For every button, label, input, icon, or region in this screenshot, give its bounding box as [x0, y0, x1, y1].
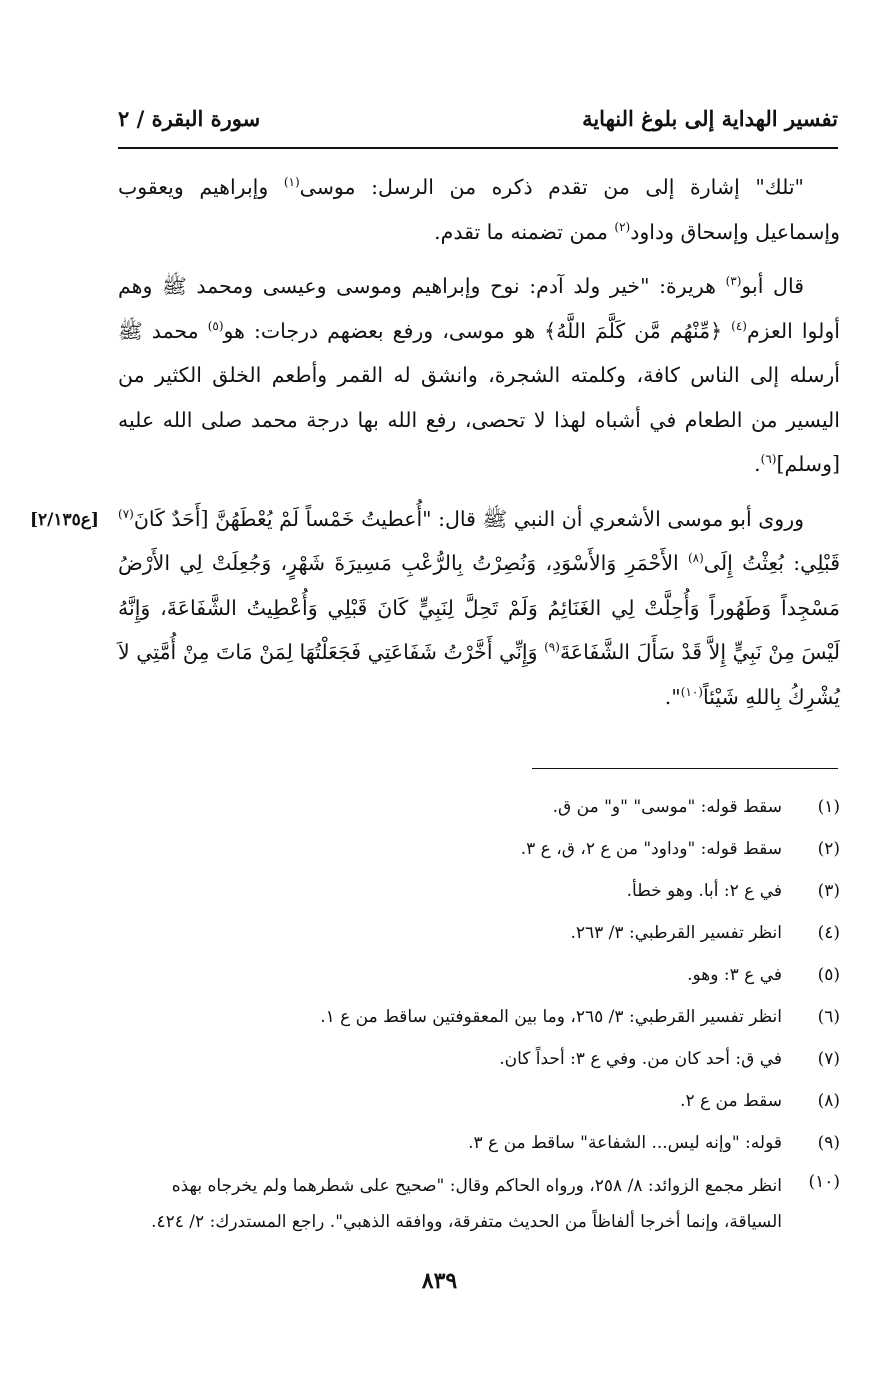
paragraph-3-hadith	[118, 497, 840, 720]
text-run: قَبْلِي: بُعِثْتُ إِلَى	[703, 551, 840, 575]
footnote-number: (١٠)	[808, 1172, 840, 1192]
footnote-text: في ق: أحد كان من. وفي ع ٣: أحداً كان.	[499, 1049, 782, 1069]
footnote-number: (١)	[817, 797, 840, 817]
page-number: ٨٣٩	[421, 1268, 458, 1294]
text-run: هريرة: "خير ولد آدم: نوح وإبراهيم وموسى وعيسى ومحمد ﷺ وهم أولوا العزم	[118, 274, 840, 343]
footnote-ref-2: (٢)	[614, 219, 631, 234]
footnote-number: (٥)	[817, 965, 840, 985]
footnote-number: (٦)	[817, 1007, 840, 1027]
footnote-rule	[532, 768, 838, 769]
footnote-text: سقط قوله: "موسى" "و" من ق.	[552, 797, 782, 817]
footnote-text: في ع ٢: أبا. وهو خطأ.	[626, 881, 782, 901]
text-run: "تلك" إشارة إلى من تقدم ذكره من الرسل: موسى	[299, 175, 804, 199]
footnote-number: (٤)	[817, 923, 840, 943]
surah-title: سورة البقرة / ٢	[118, 106, 261, 131]
footnote-item	[118, 1164, 840, 1240]
footnote-ref-4: (٤)	[731, 318, 747, 333]
text-run: وَإِنِّي أَخَّرْتُ شَفَاعَتِي فَجَعَلْتُهَا لِمَنْ مَاتَ مِنْ أُمَّتِي لاَ يُشْرِكُ بِاللهِ شَيْئاً	[118, 640, 840, 709]
manuscript-margin-ref: [ع٢/١٣٥]	[30, 510, 99, 530]
footnote-number: (٢)	[817, 839, 840, 859]
footnote-ref-3: (٣)	[725, 274, 742, 289]
text-run: الأَحْمَرِ وَالأَسْوَدِ، وَنُصِرْتُ بِالرُّعْبِ مَسِيرَةَ شَهْرٍ، وَجُعِلَتْ لِي الأَرْضُ مَسْجِداً وَطَهُوراً وَأُحِلَّتْ لِي الغَنَائِمُ وَلَمْ تَحِلَّ لِنَبِيٍّ كَانَ قَبْلِي وَأُعْطِيتُ الشَّفَاعَةَ، وَإِنَّهُ لَيْسَ مِنْ نَبِيٍّ إِلاَّ قَدْ سَأَلَ الشَّفَاعَةَ	[118, 551, 840, 664]
footnote-text: قوله: "وإنه ليس... الشفاعة" ساقط من ع ٣.	[468, 1133, 782, 1153]
text-run: وإبراهيم ويعقوب وإسماعيل وإسحاق وداود	[118, 175, 840, 244]
paragraph-1	[118, 165, 840, 254]
footnote-ref-7: (٧)	[118, 506, 134, 521]
footnote-item	[118, 1080, 840, 1122]
footnote-item	[118, 1038, 840, 1080]
footnote-text: انظر تفسير القرطبي: ٣/ ٢٦٥، وما بين المعقوفتين ساقط من ع ١.	[320, 1007, 782, 1027]
text-run: محمد ﷺ أرسله إلى الناس كافة، وكلمته الشجرة، وانشق له القمر وأطعم الخلق الكثير من اليسير من الطعام في أشباه لهذا لا تحصى، رفع الله بها درجة محمد صلى الله عليه [وسلم]	[118, 318, 840, 476]
text-run: .	[754, 452, 761, 476]
footnote-ref-10: (١٠)	[680, 684, 703, 699]
footnote-number: (٧)	[817, 1049, 840, 1069]
footnote-ref-9: (٩)	[544, 640, 560, 655]
footnote-ref-1: (١)	[283, 175, 300, 190]
footnote-item	[118, 828, 840, 870]
footnote-number: (٩)	[817, 1133, 840, 1153]
paragraph-2	[118, 264, 840, 487]
header-rule	[118, 147, 838, 149]
text-run: قال أبو	[741, 274, 805, 298]
footnote-number: (٨)	[817, 1091, 840, 1111]
footnotes	[118, 786, 840, 1240]
book-title: تفسير الهداية إلى بلوغ النهاية	[582, 106, 838, 131]
text-run: ممن تضمنه ما تقدم.	[434, 219, 615, 244]
footnote-text: انظر تفسير القرطبي: ٣/ ٢٦٣.	[570, 923, 782, 943]
footnote-ref-5: (٥)	[207, 318, 224, 333]
footnote-ref-8: (٨)	[687, 551, 704, 566]
text-run: ﴿مِّنْهُم مَّن كَلَّمَ اللَّهُ﴾ هو موسى، ورفع بعضهم درجات: هو	[223, 318, 732, 343]
footnote-item	[118, 912, 840, 954]
footnote-item	[118, 870, 840, 912]
footnote-text: سقط من ع ٢.	[680, 1091, 782, 1111]
footnote-item	[118, 996, 840, 1038]
footnote-ref-6: (٦)	[760, 452, 777, 467]
main-text	[118, 165, 840, 719]
footnote-number: (٣)	[817, 881, 840, 901]
text-run: ".	[664, 684, 681, 709]
footnote-text: في ع ٣: وهو.	[687, 965, 782, 985]
footnote-item	[118, 1122, 840, 1164]
footnote-item	[118, 786, 840, 828]
running-header	[118, 106, 838, 142]
text-run: وروى أبو موسى الأشعري أن النبي ﷺ قال: "أُعطيتُ خَمْساً لَمْ يُعْطَهُنَّ [أَحَدٌ كَانَ	[133, 506, 804, 531]
footnote-text: سقط قوله: "وداود" من ع ٢، ق، ع ٣.	[520, 839, 782, 859]
footnote-text: انظر مجمع الزوائد: ٨/ ٢٥٨، ورواه الحاكم وقال: "صحيح على شطرهما ولم يخرجاه بهذه السياقة، وإنما أخرجا ألفاظاً من الحديث متفرقة، ووافقه الذهبي". راجع المستدرك: ٢/ ٤٢٤.	[151, 1176, 782, 1232]
footnote-item	[118, 954, 840, 996]
